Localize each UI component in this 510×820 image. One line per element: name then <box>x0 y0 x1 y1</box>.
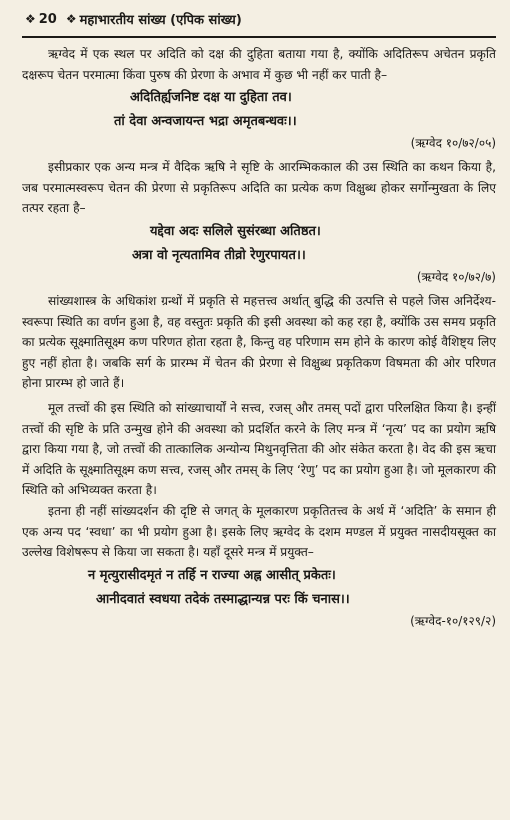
verse-2-line-2: अत्रा वो नृत्यतामिव तीव्रो रेणुरपायत।। <box>132 247 306 263</box>
header-rule <box>22 36 496 38</box>
verse-2-line-1: यद्देवा अदः सलिले सुसंरब्धा अतिष्ठत। <box>150 223 321 239</box>
paragraph-5: इतना ही नहीं सांख्यदर्शन की दृष्टि से जगत् के मूलकारण प्रकृतितत्त्व के अर्थ में ‘अदिति’ के समान ही एक अन्य पद ‘स्वधा’ का भी प्रयोग हुआ है। इसके लिए ऋग्वेद के दशम मण्डल में प्रयुक्त नासदीयसूक्त का उल्लेख विशेषरूप से किया जा सकता है। यहाँ दूसरे मन्त्र में प्रयुक्त– <box>22 503 496 560</box>
reference-1: (ऋग्वेद १०/७२/०५) <box>410 136 496 151</box>
paragraph-1: ऋग्वेद में एक स्थल पर अदिति को दक्ष की दुहिता बताया गया है, क्योंकि अदितिरूप अचेतन प्रकृति दक्षरूप चेतन परमात्मा किंवा पुरुष की प्रेरणा के अभाव में कुछ भी नहीं कर पाती है– <box>22 47 496 82</box>
reference-2: (ऋग्वेद १०/७२/७) <box>416 269 496 284</box>
paragraph-4: मूल तत्त्वों की इस स्थिति को सांख्याचार्यों ने सत्त्व, रजस् और तमस् पदों द्वारा परिलक्षित किया है। इन्हीं तत्त्वों की सृष्टि के प्रति उन्मुख होने की अवस्था को प्रदर्शित करने के लिए मन्त्र में ‘नृत्य’ पद का प्रयोग ऋषि द्वारा किया गया है, जो तत्त्वों की तात्कालिक अन्योन्य मिथुनवृत्तिता की ओर संकेत करता है। वेद की इस ऋचा में अदिति के सूक्ष्मातिसूक्ष्म कण सत्त्व, रजस् और तमस् के लिए ‘रेणु’ पद का प्रयोग हुआ है। जो मूलकारण की स्थिति को अभिव्यक्त करता है। <box>22 400 497 498</box>
diamond-ornament-icon: ❖ <box>25 12 36 26</box>
running-title: महाभारतीय सांख्य (एपिक सांख्य) <box>79 13 242 28</box>
diamond-ornament-icon: ❖ <box>65 12 77 26</box>
verse-3-line-1: न मृत्युरासीदमृतं न तर्हि न राज्या अह्न आसीत् प्रकेतः। <box>88 567 336 583</box>
reference-3: (ऋग्वेद-१०/१२९/२) <box>410 613 496 628</box>
verse-1-line-1: अदितिर्ह्यजनिष्ट दक्ष या दुहिता तव। <box>130 90 292 106</box>
verse-1-line-2: तां देवा अन्वजायन्त भद्रा अमृतबन्धवः।। <box>114 114 297 130</box>
running-header <box>22 0 496 34</box>
page-number: 20 <box>38 11 57 27</box>
paragraph-2: इसीप्रकार एक अन्य मन्त्र में वैदिक ऋषि ने सृष्टि के आरम्भिककाल की उस स्थिति का कथन किया है, जब परमात्मस्वरूप चेतन की प्रेरणा से प्रकृतिरूप अदिति का प्रत्येक कण विक्षुब्ध होकर सर्गोन्मुखता के लिए तत्पर रहता है– <box>22 160 496 216</box>
verse-3-line-2: आनीदवातं स्वधया तदेकं तस्माद्धान्यन्न परः किं चनास।। <box>96 591 350 607</box>
paragraph-3: सांख्यशास्त्र के अधिकांश ग्रन्थों में प्रकृति से महत्तत्त्व अर्थात् बुद्धि की उत्पत्ति से पहले जिस अनिर्देश्य-स्वरूपा स्थिति का वर्णन हुआ है, वह वस्तुतः प्रकृति की इसी अवस्था को कह रहा है, क्योंकि उस समय प्रकृति का प्रत्येक सूक्ष्मातिसूक्ष्म कण परिणत होता रहता है, किन्तु वह परिणाम सम होने के कारण कोई वैशिष्ट्य लिए हुए नहीं होता है। जबकि सर्ग के प्रारम्भ में चेतन की प्रेरणा से विक्षुब्ध प्रकृतिकण विषमता की ओर परिणत होना प्रारम्भ हो जाते हैं। <box>22 293 496 391</box>
